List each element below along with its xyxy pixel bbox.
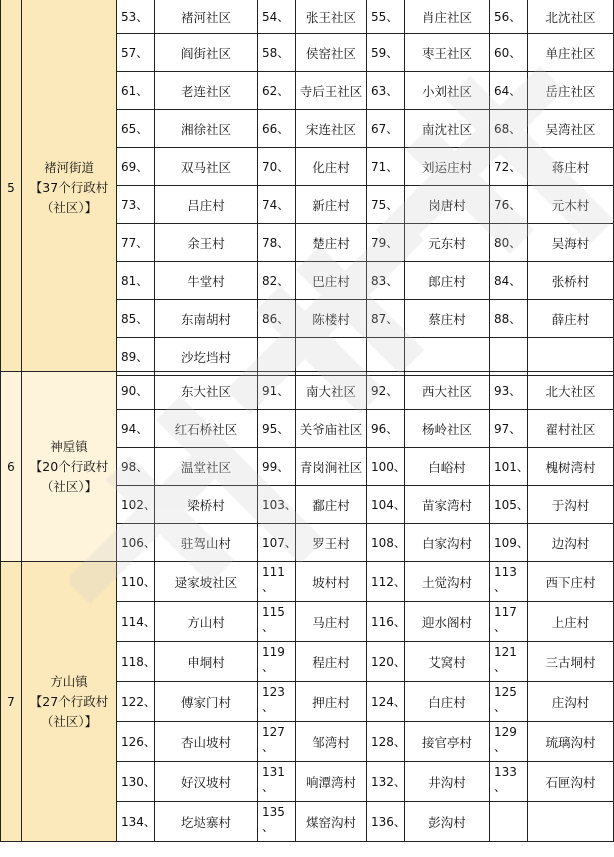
village-number: 93、 — [490, 372, 528, 410]
village-number: 80、 — [490, 224, 528, 262]
village-name: 于沟村 — [528, 486, 614, 524]
village-number: 96、 — [367, 410, 405, 448]
village-number: 120、 — [367, 642, 405, 682]
village-name: 新庄村 — [296, 186, 367, 224]
village-name: 蒋庄村 — [528, 148, 614, 186]
village-name: 三古垌村 — [528, 642, 614, 682]
village-number: 132、 — [367, 762, 405, 802]
village-number — [490, 802, 528, 842]
village-name: 青岗涧社区 — [296, 448, 367, 486]
village-number: 55、 — [367, 0, 405, 34]
village-name: 薛庄村 — [528, 300, 614, 338]
village-number: 79、 — [367, 224, 405, 262]
village-name: 南沈社区 — [405, 110, 490, 148]
village-name: 宋连社区 — [296, 110, 367, 148]
village-name: 肖庄社区 — [405, 0, 490, 34]
village-name: 吴海村 — [528, 224, 614, 262]
village-number: 90、 — [117, 372, 155, 410]
village-number: 65、 — [117, 110, 155, 148]
town-name: 方山镇 【27个行政村 （社区）】 — [22, 562, 117, 842]
village-name: 罗王村 — [296, 524, 367, 562]
village-name: 西大社区 — [405, 372, 490, 410]
village-number: 64、 — [490, 72, 528, 110]
town-name: 神垕镇 【20个行政村 （社区）】 — [22, 372, 117, 562]
village-name: 元木村 — [528, 186, 614, 224]
village-name: 驻驾山村 — [155, 524, 258, 562]
village-number: 125 、 — [490, 682, 528, 722]
village-name: 寺后王社区 — [296, 72, 367, 110]
village-name: 槐树湾村 — [528, 448, 614, 486]
village-name: 南大社区 — [296, 372, 367, 410]
village-name: 杏山坡村 — [155, 722, 258, 762]
village-number: 97、 — [490, 410, 528, 448]
village-name: 苗家湾村 — [405, 486, 490, 524]
group-index: 5 — [0, 0, 22, 376]
village-name: 化庄村 — [296, 148, 367, 186]
village-number: 78、 — [258, 224, 296, 262]
village-number: 71、 — [367, 148, 405, 186]
village-name: 好汉坡村 — [155, 762, 258, 802]
village-number: 77、 — [117, 224, 155, 262]
village-name: 申垌村 — [155, 642, 258, 682]
group-index: 7 — [0, 562, 22, 842]
village-name: 逯家坡社区 — [155, 562, 258, 602]
village-number: 53、 — [117, 0, 155, 34]
village-number: 108、 — [367, 524, 405, 562]
village-name: 东南胡村 — [155, 300, 258, 338]
village-number: 110、 — [117, 562, 155, 602]
village-name: 石匣沟村 — [528, 762, 614, 802]
village-number: 101、 — [490, 448, 528, 486]
village-name: 牛堂村 — [155, 262, 258, 300]
village-number: 133 、 — [490, 762, 528, 802]
village-number: 92、 — [367, 372, 405, 410]
village-name: 阎街社区 — [155, 34, 258, 72]
village-name: 张桥村 — [528, 262, 614, 300]
village-number: 59、 — [367, 34, 405, 72]
village-number: 134、 — [117, 802, 155, 842]
village-number: 122、 — [117, 682, 155, 722]
village-number: 131 、 — [258, 762, 296, 802]
village-name: 老连社区 — [155, 72, 258, 110]
village-number: 106、 — [117, 524, 155, 562]
village-number: 60、 — [490, 34, 528, 72]
village-name: 双马社区 — [155, 148, 258, 186]
village-name: 接官亭村 — [405, 722, 490, 762]
village-name: 白家沟村 — [405, 524, 490, 562]
village-number: 117 、 — [490, 602, 528, 642]
village-number: 81、 — [117, 262, 155, 300]
village-number: 124、 — [367, 682, 405, 722]
village-name: 关爷庙社区 — [296, 410, 367, 448]
village-name: 白庄村 — [405, 682, 490, 722]
village-number: 94、 — [117, 410, 155, 448]
village-name: 元东村 — [405, 224, 490, 262]
village-number: 69、 — [117, 148, 155, 186]
village-number: 89、 — [117, 338, 155, 376]
village-name: 押庄村 — [296, 682, 367, 722]
village-number: 102、 — [117, 486, 155, 524]
village-name: 吴湾社区 — [528, 110, 614, 148]
village-name: 井沟村 — [405, 762, 490, 802]
village-number: 66、 — [258, 110, 296, 148]
village-name: 沙圪垱村 — [155, 338, 258, 376]
village-name: 上庄村 — [528, 602, 614, 642]
village-name: 圪垯寨村 — [155, 802, 258, 842]
village-name: 西下庄村 — [528, 562, 614, 602]
village-number: 85、 — [117, 300, 155, 338]
village-number: 103、 — [258, 486, 296, 524]
village-name: 傅家门村 — [155, 682, 258, 722]
village-name: 小刘社区 — [405, 72, 490, 110]
village-number: 82、 — [258, 262, 296, 300]
group-index: 6 — [0, 372, 22, 562]
village-number: 72、 — [490, 148, 528, 186]
village-name: 枣王社区 — [405, 34, 490, 72]
village-number: 84、 — [490, 262, 528, 300]
village-name: 张王社区 — [296, 0, 367, 34]
village-name: 北大社区 — [528, 372, 614, 410]
village-name: 刘运庄村 — [405, 148, 490, 186]
village-number: 116、 — [367, 602, 405, 642]
village-name: 马庄村 — [296, 602, 367, 642]
village-name: 杨岭社区 — [405, 410, 490, 448]
village-name: 边沟村 — [528, 524, 614, 562]
village-number: 115 、 — [258, 602, 296, 642]
village-number: 135 、 — [258, 802, 296, 842]
village-number: 91、 — [258, 372, 296, 410]
village-number: 68、 — [490, 110, 528, 148]
village-name: 煤窑沟村 — [296, 802, 367, 842]
village-number: 76、 — [490, 186, 528, 224]
village-number: 112、 — [367, 562, 405, 602]
village-number: 121 、 — [490, 642, 528, 682]
village-number: 119 、 — [258, 642, 296, 682]
village-number: 130、 — [117, 762, 155, 802]
village-name: 彭沟村 — [405, 802, 490, 842]
village-number: 86、 — [258, 300, 296, 338]
village-name: 鄱庄村 — [296, 486, 367, 524]
village-name: 侯窑社区 — [296, 34, 367, 72]
village-number: 114、 — [117, 602, 155, 642]
village-name: 郎庄村 — [405, 262, 490, 300]
village-name: 余王村 — [155, 224, 258, 262]
village-name: 庄沟村 — [528, 682, 614, 722]
village-number: 54、 — [258, 0, 296, 34]
village-name: 坡村村 — [296, 562, 367, 602]
town-name: 褚河街道 【37个行政村 （社区）】 — [22, 0, 117, 376]
village-number: 98、 — [117, 448, 155, 486]
village-number: 95、 — [258, 410, 296, 448]
village-number: 127 、 — [258, 722, 296, 762]
village-number: 57、 — [117, 34, 155, 72]
village-number: 104、 — [367, 486, 405, 524]
village-name: 岗唐村 — [405, 186, 490, 224]
village-name: 吕庄村 — [155, 186, 258, 224]
village-name: 陈楼村 — [296, 300, 367, 338]
village-number: 70、 — [258, 148, 296, 186]
village-number: 67、 — [367, 110, 405, 148]
village-name: 湘徐社区 — [155, 110, 258, 148]
village-number: 113 、 — [490, 562, 528, 602]
village-number: 128、 — [367, 722, 405, 762]
village-name: 白峪村 — [405, 448, 490, 486]
village-number: 107、 — [258, 524, 296, 562]
village-number: 126、 — [117, 722, 155, 762]
village-name: 响潭湾村 — [296, 762, 367, 802]
village-name: 单庄社区 — [528, 34, 614, 72]
village-number: 58、 — [258, 34, 296, 72]
village-number: 88、 — [490, 300, 528, 338]
village-number: 83、 — [367, 262, 405, 300]
village-name: 蔡庄村 — [405, 300, 490, 338]
village-name: 梁桥村 — [155, 486, 258, 524]
village-number: 99、 — [258, 448, 296, 486]
village-number: 105、 — [490, 486, 528, 524]
village-name: 巴庄村 — [296, 262, 367, 300]
village-name: 邹湾村 — [296, 722, 367, 762]
village-number: 63、 — [367, 72, 405, 110]
village-number: 129 、 — [490, 722, 528, 762]
village-name — [528, 802, 614, 842]
village-number: 100、 — [367, 448, 405, 486]
village-name: 温堂社区 — [155, 448, 258, 486]
village-name: 红石桥社区 — [155, 410, 258, 448]
village-name: 岳庄社区 — [528, 72, 614, 110]
village-name: 土觉沟村 — [405, 562, 490, 602]
village-name: 北沈社区 — [528, 0, 614, 34]
village-number: 74、 — [258, 186, 296, 224]
village-name: 方山村 — [155, 602, 258, 642]
village-name: 楚庄村 — [296, 224, 367, 262]
village-name: 迎水阁村 — [405, 602, 490, 642]
village-number: 118、 — [117, 642, 155, 682]
village-name: 琉璃沟村 — [528, 722, 614, 762]
village-number: 75、 — [367, 186, 405, 224]
village-number: 123 、 — [258, 682, 296, 722]
village-number: 61、 — [117, 72, 155, 110]
village-name: 艾窝村 — [405, 642, 490, 682]
village-number: 109、 — [490, 524, 528, 562]
village-name: 褚河社区 — [155, 0, 258, 34]
village-number: 111 、 — [258, 562, 296, 602]
village-name: 翟村社区 — [528, 410, 614, 448]
village-number: 62、 — [258, 72, 296, 110]
village-number: 136、 — [367, 802, 405, 842]
village-name: 东大社区 — [155, 372, 258, 410]
village-name: 程庄村 — [296, 642, 367, 682]
village-number: 73、 — [117, 186, 155, 224]
village-number: 56、 — [490, 0, 528, 34]
village-number: 87、 — [367, 300, 405, 338]
